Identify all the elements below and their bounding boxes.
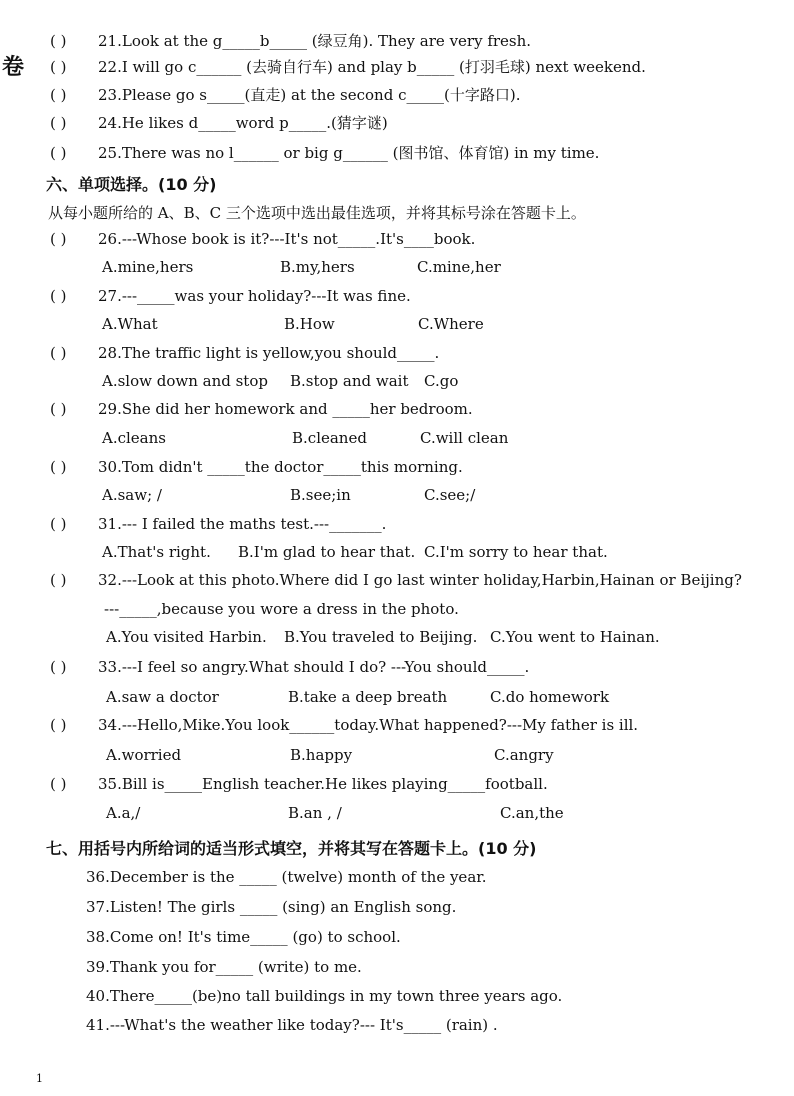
option-b[interactable]: B.You traveled to Beijing. bbox=[284, 628, 478, 646]
question-text: 30.Tom didn't _____the doctor_____this morning. bbox=[98, 458, 463, 476]
question-32-line-2: ---_____,because you wore a dress in the photo. bbox=[104, 600, 459, 618]
question-text: 33.---I feel so angry.What should I do? ---You should_____. bbox=[98, 658, 530, 676]
option-b[interactable]: B.happy bbox=[290, 746, 353, 764]
option-a[interactable]: A.saw a doctor bbox=[106, 688, 219, 706]
fill-item-37: 37.Listen! The girls _____ (sing) an English song. bbox=[86, 898, 457, 916]
fill-item-40: 40.There_____(be)no tall buildings in my town three years ago. bbox=[86, 987, 563, 1005]
question-25 bbox=[50, 142, 599, 163]
fill-item-38: 38.Come on! It's time_____ (go) to school. bbox=[86, 928, 401, 946]
question-text: 27.---_____was your holiday?---It was fine. bbox=[98, 287, 411, 305]
question-30 bbox=[50, 458, 463, 476]
question-text: 24.He likes d_____word p_____.(猜字谜) bbox=[98, 114, 388, 132]
answer-paren[interactable]: ( ) bbox=[50, 114, 67, 132]
option-a[interactable]: A.cleans bbox=[102, 429, 166, 447]
question-text: 31.--- I failed the maths test.---_______. bbox=[98, 515, 387, 533]
answer-paren[interactable]: ( ) bbox=[50, 658, 67, 676]
section-6-title: 六、单项选择。(10 分) bbox=[46, 175, 217, 194]
question-31 bbox=[50, 515, 386, 533]
option-b[interactable]: B.cleaned bbox=[292, 429, 367, 447]
section-6-instruction: 从每小题所给的 A、B、C 三个选项中选出最佳选项，并将其标号涂在答题卡上。 bbox=[48, 204, 586, 222]
option-b[interactable]: B.stop and wait bbox=[290, 372, 409, 390]
option-c[interactable]: C.mine,her bbox=[417, 258, 501, 276]
question-text: 29.She did her homework and _____her bedroom. bbox=[98, 400, 473, 418]
question-text: 25.There was no l______ or big g______ (图书馆、体育馆) in my time. bbox=[98, 144, 600, 162]
question-text: 26.---Whose book is it?---It's not_____.It's____book. bbox=[98, 230, 476, 248]
option-c[interactable]: C.see;/ bbox=[424, 486, 476, 504]
question-text: 34.---Hello,Mike.You look______today.What happened?---My father is ill. bbox=[98, 716, 639, 734]
question-24 bbox=[50, 112, 388, 133]
option-c[interactable]: C.do homework bbox=[490, 688, 610, 706]
fill-item-41: 41.---What's the weather like today?--- It's_____ (rain) . bbox=[86, 1016, 498, 1034]
option-b[interactable]: B.an , / bbox=[288, 804, 342, 822]
option-a[interactable]: A.saw; / bbox=[102, 486, 162, 504]
option-a[interactable]: A.That's right. bbox=[102, 543, 211, 561]
answer-paren[interactable]: ( ) bbox=[50, 58, 67, 76]
question-32 bbox=[50, 571, 742, 589]
question-text: 28.The traffic light is yellow,you should_____. bbox=[98, 344, 440, 362]
option-c[interactable]: C.go bbox=[424, 372, 459, 390]
answer-paren[interactable]: ( ) bbox=[50, 86, 67, 104]
answer-paren[interactable]: ( ) bbox=[50, 344, 67, 362]
answer-paren[interactable]: ( ) bbox=[50, 458, 67, 476]
answer-paren[interactable]: ( ) bbox=[50, 230, 67, 248]
question-29 bbox=[50, 400, 473, 418]
question-text: 23.Please go s_____(直走) at the second c_____(十字路口). bbox=[98, 86, 521, 104]
option-b[interactable]: B.I'm glad to hear that. bbox=[238, 543, 416, 561]
question-28 bbox=[50, 344, 439, 362]
section-7-title: 七、用括号内所给词的适当形式填空，并将其写在答题卡上。(10 分) bbox=[46, 839, 537, 858]
option-c[interactable]: C.will clean bbox=[420, 429, 509, 447]
binding-edge-mark: 卷 bbox=[2, 54, 25, 80]
question-34 bbox=[50, 716, 638, 734]
option-b[interactable]: B.take a deep breath bbox=[288, 688, 448, 706]
question-text: 22.I will go c______ (去骑自行车) and play b_____ (打羽毛球) next weekend. bbox=[98, 58, 646, 76]
question-21 bbox=[50, 30, 531, 51]
question-text: 21.Look at the g_____b_____ (绿豆角). They are very fresh. bbox=[98, 32, 532, 50]
question-33 bbox=[50, 658, 529, 676]
option-b[interactable]: B.see;in bbox=[290, 486, 351, 504]
question-26 bbox=[50, 230, 475, 248]
question-35 bbox=[50, 775, 548, 793]
option-c[interactable]: C.You went to Hainan. bbox=[490, 628, 660, 646]
answer-paren[interactable]: ( ) bbox=[50, 515, 67, 533]
answer-paren[interactable]: ( ) bbox=[50, 287, 67, 305]
answer-paren[interactable]: ( ) bbox=[50, 144, 67, 162]
option-c[interactable]: C.Where bbox=[418, 315, 484, 333]
question-22 bbox=[50, 56, 646, 77]
option-c[interactable]: C.I'm sorry to hear that. bbox=[424, 543, 608, 561]
answer-paren[interactable]: ( ) bbox=[50, 775, 67, 793]
option-c[interactable]: C.an,the bbox=[500, 804, 564, 822]
question-23 bbox=[50, 84, 520, 105]
question-27 bbox=[50, 287, 411, 305]
option-c[interactable]: C.angry bbox=[494, 746, 554, 764]
fill-item-36: 36.December is the _____ (twelve) month of the year. bbox=[86, 868, 487, 886]
option-a[interactable]: A.a,/ bbox=[106, 804, 141, 822]
option-a[interactable]: A.What bbox=[102, 315, 158, 333]
option-b[interactable]: B.How bbox=[284, 315, 335, 333]
option-a[interactable]: A.You visited Harbin. bbox=[106, 628, 267, 646]
page-number: 1 bbox=[36, 1072, 43, 1085]
fill-item-39: 39.Thank you for_____ (write) to me. bbox=[86, 958, 362, 976]
answer-paren[interactable]: ( ) bbox=[50, 400, 67, 418]
option-a[interactable]: A.worried bbox=[106, 746, 182, 764]
option-b[interactable]: B.my,hers bbox=[280, 258, 355, 276]
question-text: 32.---Look at this photo.Where did I go last winter holiday,Harbin,Hainan or Beijing? bbox=[98, 571, 742, 589]
answer-paren[interactable]: ( ) bbox=[50, 571, 67, 589]
option-a[interactable]: A.slow down and stop bbox=[102, 372, 268, 390]
answer-paren[interactable]: ( ) bbox=[50, 32, 67, 50]
option-a[interactable]: A.mine,hers bbox=[102, 258, 194, 276]
question-text: 35.Bill is_____English teacher.He likes playing_____football. bbox=[98, 775, 548, 793]
answer-paren[interactable]: ( ) bbox=[50, 716, 67, 734]
